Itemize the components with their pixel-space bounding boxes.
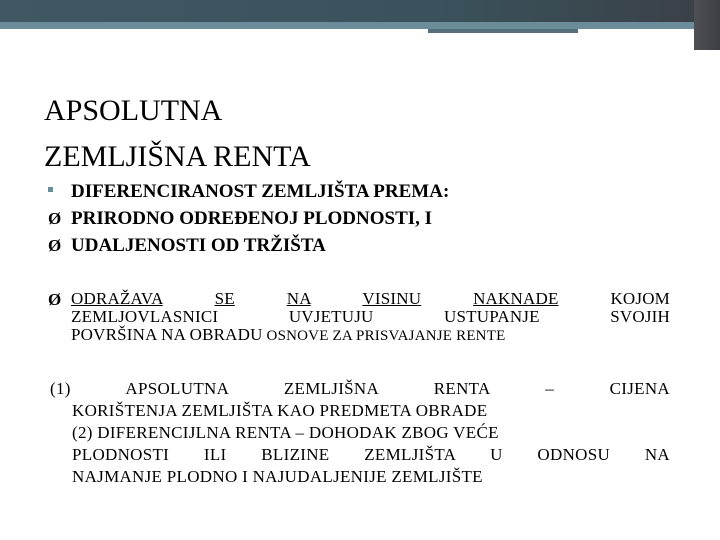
arrow-bullet-icon: Ø — [48, 209, 62, 228]
arrow-bullet-icon: Ø — [48, 236, 62, 255]
header-accent-tab — [428, 29, 578, 33]
bullet-text: PRIRODNO ODREĐENOJ PLODNOSTI, I — [71, 208, 433, 229]
rent-paragraph — [71, 290, 670, 345]
paragraph-line-2: ZEMLJOVLASNICI UVJETUJU USTUPANJE SVOJIH — [71, 307, 670, 326]
bullet-text: DIFERENCIRANOST ZEMLJIŠTA PREMA: — [71, 181, 450, 202]
paragraph-line-3 — [71, 326, 670, 345]
paragraph-line-3-main: POVRŠINA NA OBRADU — [71, 325, 263, 344]
definitions-block — [50, 378, 670, 488]
arrow-bullet-icon: Ø — [48, 290, 62, 309]
bullet-udaljenosti — [48, 234, 678, 258]
definition-line-2: KORIŠTENJA ZEMLJIŠTA KAO PREDMETA OBRADE — [72, 401, 488, 420]
definition-line-4: PLODNOSTI ILI BLIZINE ZEMLJIŠTA U ODNOSU NA — [72, 445, 670, 464]
word: KOJOM — [610, 289, 670, 308]
header-corner-block — [694, 0, 720, 50]
slide-title — [44, 88, 544, 180]
paragraph-line-1 — [71, 290, 670, 308]
definition-line-1: (1) APSOLUTNA ZEMLJIŠNA RENTA – CIJENA — [50, 379, 670, 398]
paragraph-line-3-small: OSNOVE ZA PRISVAJANJE RENTE — [262, 328, 506, 344]
title-line-2: ZEMLJIŠNA RENTA — [44, 140, 311, 173]
header-accent-stripe — [0, 22, 720, 29]
definition-line-5: NAJMANJE PLODNO I NAJUDALJENIJE ZEMLJIŠTE — [72, 467, 483, 486]
square-bullet-icon — [48, 187, 53, 192]
word: NAKNADE — [473, 289, 559, 308]
header-bar — [0, 0, 720, 22]
word: VISINU — [362, 289, 422, 308]
word: NA — [286, 289, 311, 308]
word: ODRAŽAVA — [71, 289, 163, 308]
definition-line-3: (2) DIFERENCIJLNA RENTA – DOHODAK ZBOG VEĆE — [72, 423, 499, 442]
bullet-diferenciranost — [48, 180, 678, 204]
word: SE — [214, 289, 235, 308]
title-line-1: APSOLUTNA — [44, 94, 223, 127]
bullet-prirodno — [48, 207, 678, 231]
bullet-text: UDALJENOSTI OD TRŽIŠTA — [71, 235, 326, 256]
